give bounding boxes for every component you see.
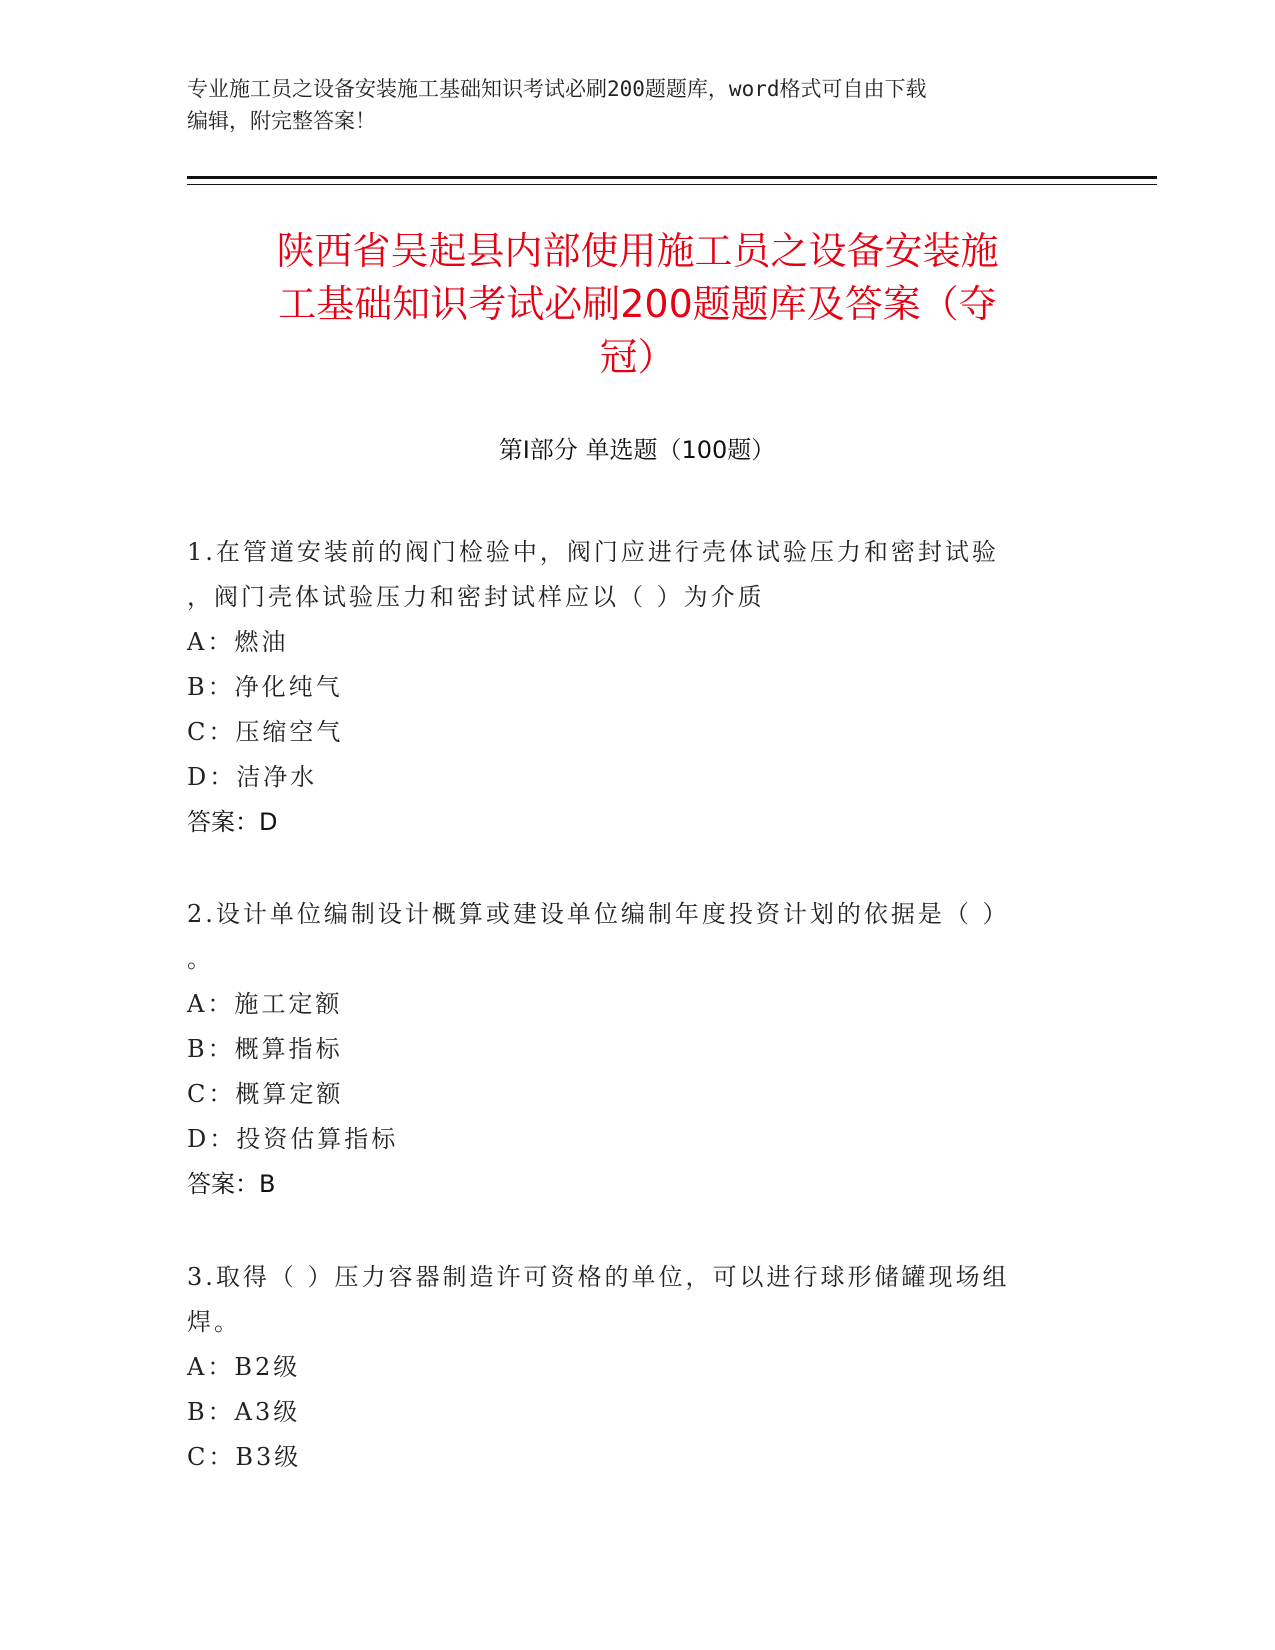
- answer: 答案：B: [187, 1170, 276, 1198]
- header-line-1: 专业施工员之设备安装施工基础知识考试必刷200题题库，word格式可自由下载: [187, 77, 927, 101]
- stem-line: 3.取得（ ）压力容器制造许可资格的单位，可以进行球形储罐现场组: [187, 1263, 1010, 1291]
- question-stem: [187, 530, 1087, 620]
- option-a: A：B2级: [187, 1353, 301, 1381]
- page-header: [187, 73, 1087, 137]
- answer: 答案：D: [187, 808, 278, 836]
- option-d: D：洁净水: [187, 763, 318, 791]
- option-b: B：A3级: [187, 1398, 301, 1426]
- header-line-2: 编辑，附完整答案！: [187, 109, 376, 133]
- header-divider-thin: [187, 184, 1157, 185]
- stem-line: 1.在管道安装前的阀门检验中，阀门应进行壳体试验压力和密封试验: [187, 538, 999, 566]
- option-d: D：投资估算指标: [187, 1125, 399, 1153]
- section-heading: 第Ⅰ部分 单选题（100题）: [498, 436, 776, 464]
- stem-line: 2.设计单位编制设计概算或建设单位编制年度投资计划的依据是（ ）: [187, 900, 1010, 928]
- header-divider-thick: [187, 176, 1157, 179]
- document-title: [190, 225, 1085, 384]
- stem-line: 。: [187, 945, 214, 973]
- title-line-1: 陕西省吴起县内部使用施工员之设备安装施: [276, 229, 999, 273]
- stem-line: 焊。: [187, 1308, 241, 1336]
- title-line-3: 冠）: [599, 335, 676, 379]
- option-b: B：概算指标: [187, 1035, 343, 1063]
- question-1: [187, 530, 1087, 845]
- option-b: B：净化纯气: [187, 673, 343, 701]
- title-line-2: 工基础知识考试必刷200题题库及答案（夺: [278, 282, 997, 326]
- question-stem: [187, 892, 1087, 982]
- option-c: C：B3级: [187, 1443, 302, 1471]
- question-2: [187, 892, 1087, 1207]
- option-c: C：概算定额: [187, 1080, 344, 1108]
- option-a: A：施工定额: [187, 990, 343, 1018]
- option-a: A：燃油: [187, 628, 289, 656]
- option-c: C：压缩空气: [187, 718, 344, 746]
- question-3: [187, 1255, 1087, 1480]
- stem-line: ，阀门壳体试验压力和密封试样应以（ ）为介质: [187, 583, 765, 611]
- question-stem: [187, 1255, 1087, 1345]
